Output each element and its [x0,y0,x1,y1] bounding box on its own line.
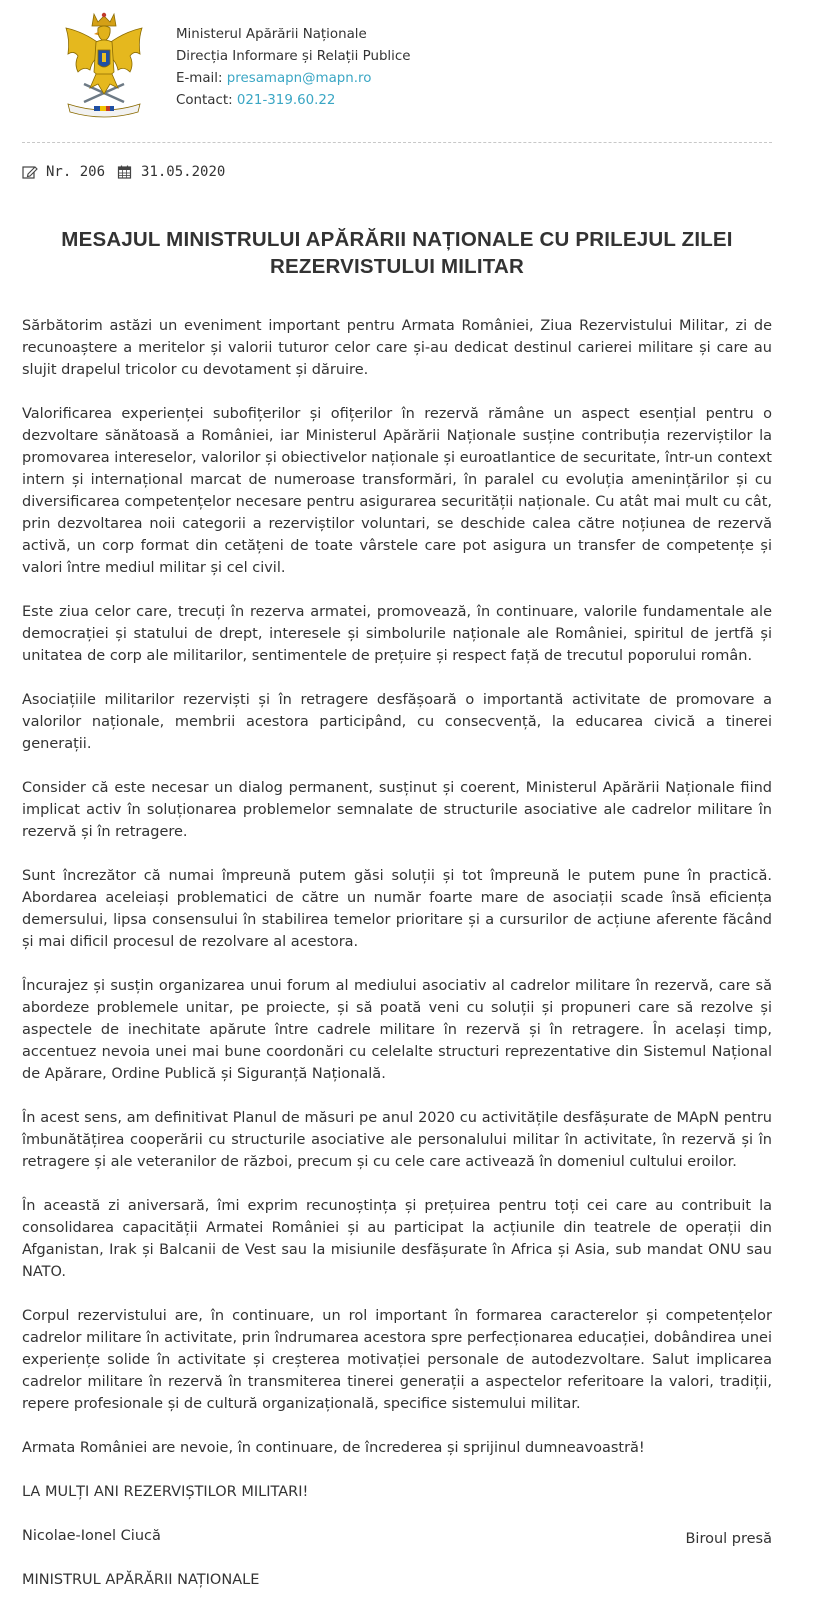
press-header [22,8,772,136]
contact-block [176,24,410,112]
edit-icon [22,165,38,179]
page-title [22,226,772,280]
signature-block [22,1525,772,1591]
release-meta [22,164,237,180]
closing-statement: Armata României are nevoie, în continuare, de încrederea și sprijinul dumneavoastră! [22,1440,645,1456]
title-line-1: MESAJUL MINISTRULUI APĂRĂRII NAȚIONALE CU PRILEJUL ZILEI [61,228,733,251]
release-date: 31.05.2020 [141,164,226,180]
calendar-icon [117,165,133,179]
paragraph: Sărbătorim astăzi un eveniment important pentru Armata României, Ziua Rezervistului Militar, zi de recunoaștere a meritelor și valorii tuturor celor care și-au dedicat destinul carierei militare și care au slujit drapelul tricolor cu devotament și dăruire. [22,318,772,378]
title-line-2: REZERVISTULUI MILITAR [270,255,524,278]
signature-role: MINISTRUL APĂRĂRII NAȚIONALE [22,1572,260,1588]
press-office-signoff: Biroul presă [685,1531,772,1547]
paragraph: În acest sens, am definitivat Planul de măsuri pe anul 2020 cu activitățile desfășurate de MApN pentru îmbunătățirea cooperării cu structurile asociative ale personalului militar în activitate, în rezervă și în retragere și ale veteranilor de război, precum și cu cele care activează în domeniul cultului eroilor. [22,1110,772,1170]
paragraph: Sunt încrezător că numai împreună putem găsi soluții și tot împreună le putem pune în practică. Abordarea aceleiași problematici de către un număr foarte mare de asociații scade însă eficiența demersului, lipsa consensului în stabilirea temelor prioritare și a cursurilor de acțiune aferente făcând și mai dificil procesul de rezolvare al acestora. [22,868,772,950]
header-divider [22,142,772,143]
article-body [22,315,772,1613]
email-link[interactable]: presamapn@mapn.ro [226,71,372,86]
paragraph: Corpul rezervistului are, în continuare, un rol important în formarea caracterelor și competențelor cadrelor militare în activitate, prin îndrumarea acestora spre perfecționarea educației, dobândirea unei experiențe solide în activitate și creșterea motivației personale de autodezvoltare. Salut implicarea cadrelor militare în rezervă în transmiterea tinerei generații a aspectelor referitoare la valori, tradiții, repere profesionale și de cultură organizațională, specifice sistemului militar. [22,1308,772,1412]
eagle-emblem-icon [66,13,142,117]
paragraph: În această zi aniversară, îmi exprim recunoștința și prețuirea pentru toți cei care au contribuit la consolidarea capacității Armatei României și au participat la acțiunile din teatrele de operații din Afganistan, Irak și Balcanii de Vest sau la misiunile desfășurate în Africa și Asia, sub mandat ONU sau NATO. [22,1198,772,1280]
email-label: E-mail: [176,71,223,86]
phone-link[interactable]: 021-319.60.22 [236,93,336,108]
paragraph: Asociațiile militarilor rezerviști și în retragere desfășoară o importantă activitate de promovare a valorilor naționale, membrii acestora participând, cu consecvență, la educarea civică a tinerei generații. [22,692,772,752]
email-line [176,68,410,90]
contact-line [176,90,410,112]
paragraph: Valorificarea experienței subofițerilor și ofițerilor în rezervă rămâne un aspect esențial pentru o dezvoltare sănătoasă a României, iar Ministerul Apărării Naționale susține contribuția rezerviștilor la promovarea intereselor, valorilor și obiectivelor naționale și euroatlantice de securitate, într-un context intern și internațional marcat de numeroase transformări, în paralel cu evoluția amenințărilor și cu diversificarea competențelor necesare pentru asigurarea securității naționale. Cu atât mai mult cu cât, prin dezvoltarea noii categorii a rezerviștilor voluntari, se deschide calea către noțiunea de rezervă activă, un corp format din cetățeni de toate vârstele care pot asigura un transfer de competențe și valori între mediul militar și cel civil. [22,406,772,576]
paragraph: Consider că este necesar un dialog permanent, susținut și coerent, Ministerul Apărării Naționale fiind implicat activ în soluționarea problemelor semnalate de structurile asociative ale cadrelor militare în rezervă și în retragere. [22,780,772,840]
paragraph: Încurajez și susțin organizarea unui forum al mediului asociativ al cadrelor militare în rezervă, care să abordeze problemele unitar, pe proiecte, și să poată veni cu soluții și propuneri care să rezolve și aspectele de inechitate apărute între cadrele militare în rezervă și în retragere. În același timp, accentuez nevoia unei mai bune coordonări cu celelalte structuri reprezentative din Sistemul Național de Apărare, Ordine Publică și Siguranță Națională. [22,978,772,1082]
org-line-1: Ministerul Apărării Naționale [176,27,367,42]
contact-label: Contact: [176,93,233,108]
signature-name: Nicolae-Ionel Ciucă [22,1528,161,1544]
ministry-logo [54,10,154,120]
paragraph: Este ziua celor care, trecuți în rezerva armatei, promovează, în continuare, valorile fundamentale ale democrației și statului de drept, interesele și simbolurile naționale ale României, spiritul de jertfă și unitatea de corp ale militarilor, sentimentele de prețuire și respect față de trecutul poporului român. [22,604,772,664]
org-line-2: Direcția Informare și Relații Publice [176,49,411,64]
greeting-line: LA MULȚI ANI REZERVIȘTILOR MILITARI! [22,1484,309,1500]
release-number: Nr. 206 [46,164,106,180]
